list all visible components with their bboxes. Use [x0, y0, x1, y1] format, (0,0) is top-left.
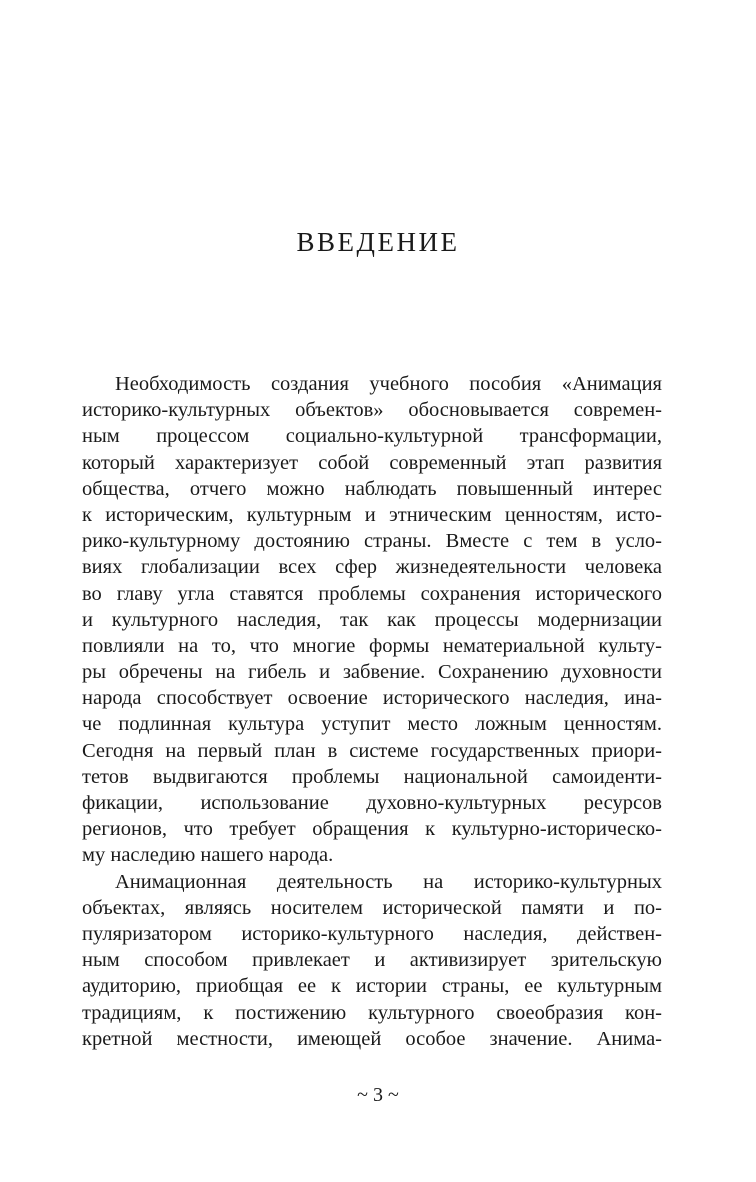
text-line: Сегодня на первый план в системе государственных приори- [82, 739, 662, 762]
text-line: фикации, использование духовно-культурных ресурсов [82, 792, 662, 814]
text-line: к историческим, культурным и этническим ценностям, исто- [82, 503, 662, 526]
text-line: Необходимость создания учебного пособия «Анимация [115, 373, 662, 395]
chapter-title: ВВЕДЕНИЕ [296, 227, 460, 257]
text-line: объектах, являясь носителем исторической памяти и по- [82, 896, 662, 919]
text-line: пуляризатором историко-культурного наследия, действен- [82, 922, 662, 945]
text-line: аудиторию, приобщая ее к истории страны, ее культурным [82, 975, 662, 998]
text-line: виях глобализации всех сфер жизнедеятельности человека [82, 556, 662, 579]
text-line: и культурного наследия, так как процессы модернизации [82, 608, 662, 631]
text-line: ным способом привлекает и активизирует зрительскую [82, 949, 662, 972]
paragraph-1 [82, 371, 662, 869]
text-line: кретной местности, имеющей особое значение. Анима- [82, 1027, 662, 1050]
body-text [82, 371, 662, 1052]
text-line: который характеризует собой современный этап развития [82, 451, 662, 474]
paragraph-2 [82, 869, 662, 1052]
text-line: рико-культурному достоянию страны. Вместе с тем в усло- [82, 530, 662, 553]
text-line: историко-культурных объектов» обосновывается современ- [82, 399, 662, 422]
text-line: ры обречены на гибель и забвение. Сохранению духовности [82, 661, 662, 684]
text-line: народа способствует освоение исторического наследия, ина- [82, 687, 662, 710]
text-line: му наследию нашего народа. [82, 844, 334, 867]
text-line: повлияли на то, что многие формы нематериальной культу- [82, 634, 662, 657]
text-line: во главу угла ставятся проблемы сохранения исторического [82, 582, 662, 605]
page-number: ~ 3 ~ [357, 1084, 399, 1106]
text-line: ным процессом социально-культурной трансформации, [82, 425, 662, 448]
text-line: традициям, к постижению культурного своеобразия кон- [82, 1001, 662, 1024]
text-line: регионов, что требует обращения к культурно-историческо- [82, 818, 662, 841]
text-line: че подлинная культура уступит место ложным ценностям. [82, 713, 662, 736]
text-line: Анимационная деятельность на историко-культурных [115, 870, 662, 893]
text-line: тетов выдвигаются проблемы национальной самоиденти- [82, 765, 662, 788]
text-line: общества, отчего можно наблюдать повышенный интерес [82, 477, 662, 500]
